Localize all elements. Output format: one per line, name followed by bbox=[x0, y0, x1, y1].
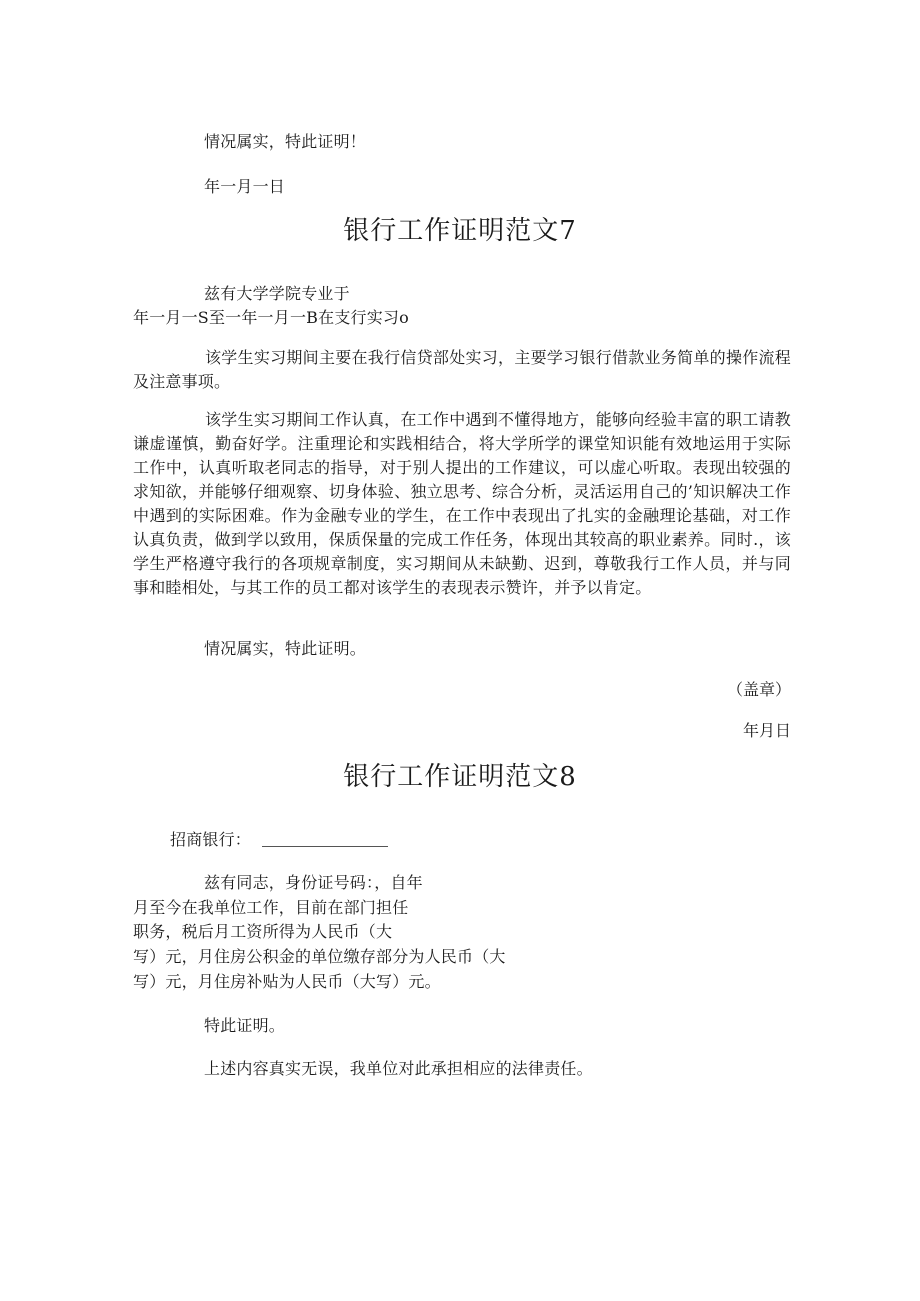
employment-line-3: 职务，税后月工资所得为人民币（大 bbox=[133, 922, 393, 941]
special-certification: 特此证明。 bbox=[204, 1016, 286, 1035]
addressee-label: 招商银行： bbox=[170, 830, 252, 849]
section-7-title: 银行工作证明范文7 bbox=[343, 216, 577, 246]
employment-line-1: 兹有同志，身份证号码：，自年 bbox=[204, 873, 423, 892]
intro-line-1: 兹有大学学院专业于 bbox=[204, 284, 350, 303]
liability-statement: 上述内容真实无误，我单位对此承担相应的法律责任。 bbox=[204, 1059, 593, 1078]
addressee-blank-line bbox=[262, 846, 388, 847]
employment-line-5: 写）元，月住房补贴为人民币（大写）元。 bbox=[133, 972, 441, 991]
confirm-line: 情况属实，特此证明！ bbox=[204, 132, 367, 151]
signature-date: 年月日 bbox=[742, 721, 791, 740]
employment-line-4: 写）元，月住房公积金的单位缴存部分为人民币（大 bbox=[133, 947, 506, 966]
paragraph-internship-duty: 该学生实习期间主要在我行信贷部处实习，主要学习银行借款业务简单的操作流程及注意事项。 bbox=[133, 348, 791, 391]
seal-label: （盖章） bbox=[726, 680, 791, 699]
confirm-statement: 情况属实，特此证明。 bbox=[204, 639, 367, 658]
date-line: 年一月一日 bbox=[204, 177, 286, 196]
section-8-title: 银行工作证明范文8 bbox=[343, 762, 577, 792]
paragraph-internship-evaluation: 该学生实习期间工作认真，在工作中遇到不懂得地方，能够向经验丰富的职工请教谦虚谨慎，勤奋好学。注重理论和实践相结合，将大学所学的课堂知识能有效地运用于实际工作中，认真听取老同志的指导，对于别人提出的工作建议，可以虚心听取。表现出较强的求知欲，并能够仔细观察、切身体验、独立思考、综合分析，灵活运用自己的’知识解决工作中遇到的实际困难。作为金融专业的学生，在工作中表现出了扎实的金融理论基础，对工作认真负责，做到学以致用，保质保量的完成工作任务，体现出其较高的职业素养。同时.，该学生严格遵守我行的各项规章制度，实习期间从未缺勤、迟到，尊敬我行工作人员，并与同事和睦相处，与其工作的员工都对该学生的表现表示赞许，并予以肯定。 bbox=[133, 410, 791, 597]
intro-line-2: 年一月一S至一年一月一B在支行实习o bbox=[133, 308, 409, 327]
employment-line-2: 月至今在我单位工作，目前在部门担任 bbox=[133, 898, 409, 917]
